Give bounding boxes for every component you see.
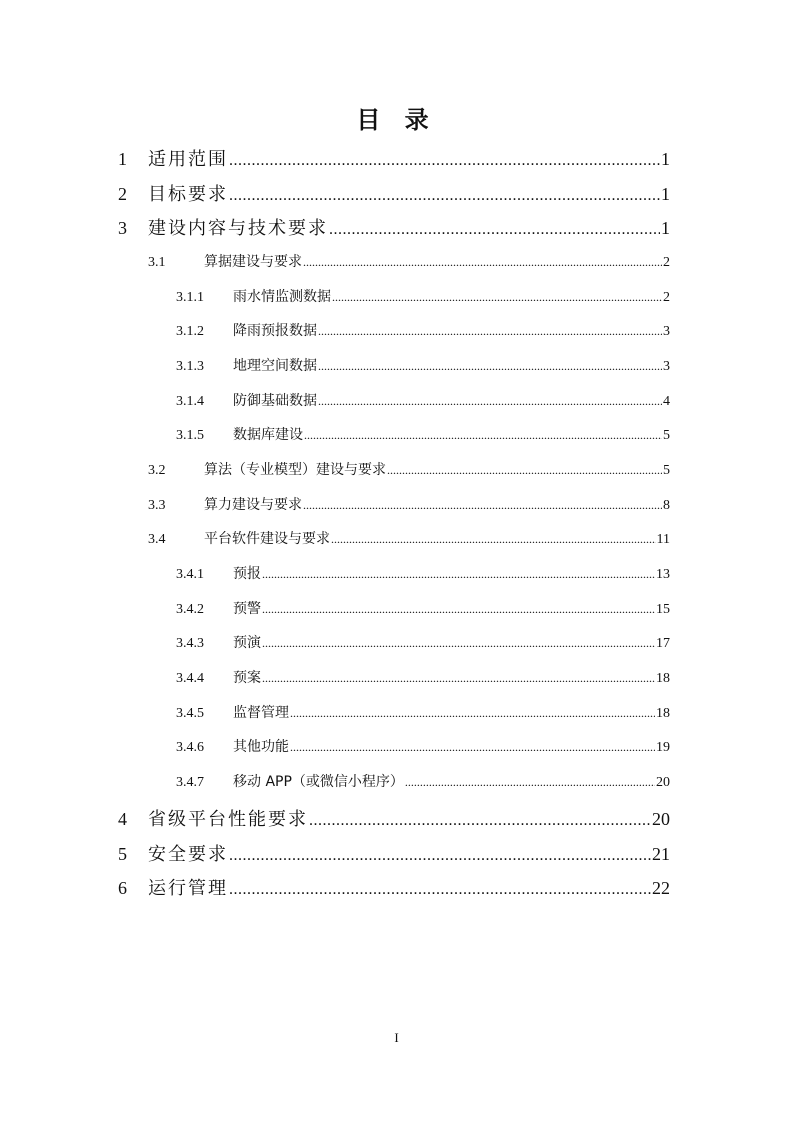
toc-entry-page: 18 — [656, 671, 670, 686]
toc-entry-title: 预警 — [233, 601, 261, 617]
toc-entry-page: 3 — [663, 359, 670, 374]
toc-entry[interactable] — [176, 424, 670, 444]
toc-entry-number: 3.4.4 — [176, 671, 204, 686]
toc-entry-page: 5 — [663, 463, 670, 478]
toc-entry-number: 3.4.2 — [176, 602, 204, 617]
toc-entry-title: 降雨预报数据 — [233, 323, 317, 339]
toc-entry-page: 22 — [652, 878, 670, 898]
toc-entry-number: 3.1.1 — [176, 290, 204, 305]
toc-entry[interactable] — [148, 528, 670, 548]
toc-dot-leader — [405, 775, 655, 790]
toc-entry-number: 4 — [118, 809, 127, 829]
toc-entry-page: 1 — [661, 184, 670, 204]
toc-entry-title: 数据库建设 — [233, 427, 303, 443]
toc-dot-leader — [229, 152, 660, 170]
toc-entry-number: 3.1.4 — [176, 394, 204, 409]
toc-entry-title: 安全要求 — [148, 844, 228, 865]
toc-entry[interactable] — [176, 736, 670, 756]
toc-entry-title: 算据建设与要求 — [204, 254, 302, 270]
toc-entry-page: 20 — [656, 775, 670, 790]
toc-entry-number: 3.3 — [148, 498, 166, 513]
toc-entry-title: 建设内容与技术要求 — [148, 218, 328, 239]
toc-dot-leader — [309, 812, 651, 830]
toc-entry-number: 3.4.6 — [176, 740, 204, 755]
toc-entry[interactable] — [176, 771, 670, 791]
toc-entry-page: 3 — [663, 324, 670, 339]
toc-entry[interactable] — [176, 632, 670, 652]
toc-entry[interactable] — [176, 667, 670, 687]
toc-entry-page: 21 — [652, 844, 670, 864]
toc-entry[interactable] — [118, 840, 670, 866]
toc-entry-number: 3 — [118, 218, 127, 238]
toc-entry-number: 3.2 — [148, 463, 166, 478]
toc-entry-title: 平台软件建设与要求 — [204, 531, 330, 547]
page-title: 目 录 — [356, 106, 437, 134]
toc-entry-title: 算力建设与要求 — [204, 497, 302, 513]
toc-entry-number: 3.4.3 — [176, 636, 204, 651]
toc-dot-leader — [303, 255, 662, 270]
toc-entry[interactable] — [118, 214, 670, 240]
toc-dot-leader — [262, 671, 655, 686]
toc-entry-number: 3.1.3 — [176, 359, 204, 374]
toc-entry-title: 雨水情监测数据 — [233, 289, 331, 305]
toc-entry[interactable] — [176, 563, 670, 583]
toc-entry-title: 省级平台性能要求 — [148, 809, 308, 830]
toc-entry-number: 3.4.5 — [176, 706, 204, 721]
toc-dot-leader — [318, 394, 662, 409]
toc-dot-leader — [331, 532, 656, 547]
toc-entry[interactable] — [118, 874, 670, 900]
footer-page-number: I — [394, 1030, 399, 1045]
toc-entry[interactable] — [176, 320, 670, 340]
toc-entry-number: 2 — [118, 184, 127, 204]
toc-entry[interactable] — [118, 145, 670, 171]
toc-entry-page: 11 — [656, 532, 670, 547]
toc-entry-page: 20 — [652, 809, 670, 829]
toc-entry[interactable] — [176, 598, 670, 618]
toc-entry-page: 8 — [663, 498, 670, 513]
toc-entry-title: 监督管理 — [233, 705, 289, 721]
toc-entry-page: 13 — [656, 567, 670, 582]
toc-entry-number: 3.4.7 — [176, 775, 204, 790]
toc-entry-page: 18 — [656, 706, 670, 721]
toc-dot-leader — [304, 428, 662, 443]
toc-entry-title: 适用范围 — [148, 149, 228, 170]
toc-entry[interactable] — [118, 180, 670, 206]
toc-dot-leader — [387, 463, 662, 478]
toc-dot-leader — [262, 567, 655, 582]
toc-entry-title: 移动 APP（或微信小程序） — [233, 774, 404, 790]
toc-entry-title: 运行管理 — [148, 878, 228, 899]
toc-entry-page: 4 — [663, 394, 670, 409]
toc-entry-number: 3.1.2 — [176, 324, 204, 339]
toc-entry-number: 3.1 — [148, 255, 166, 270]
toc-dot-leader — [318, 324, 662, 339]
toc-entry-title: 预演 — [233, 635, 261, 651]
toc-dot-leader — [290, 740, 655, 755]
toc-entry-page: 2 — [663, 290, 670, 305]
toc-entry-number: 3.1.5 — [176, 428, 204, 443]
toc-dot-leader — [229, 187, 660, 205]
toc-dot-leader — [290, 706, 655, 721]
toc-dot-leader — [262, 636, 655, 651]
toc-entry-title: 目标要求 — [148, 184, 228, 205]
toc-entry[interactable] — [148, 459, 670, 479]
toc-entry-page: 19 — [656, 740, 670, 755]
toc-entry-title: 防御基础数据 — [233, 393, 317, 409]
toc-dot-leader — [229, 847, 651, 865]
toc-dot-leader — [303, 498, 662, 513]
toc-entry-title: 预案 — [233, 670, 261, 686]
toc-entry-title: 算法（专业模型）建设与要求 — [204, 462, 386, 478]
toc-entry-page: 15 — [656, 602, 670, 617]
toc-entry-page: 1 — [661, 149, 670, 169]
toc-entry-title: 地理空间数据 — [233, 358, 317, 374]
toc-entry[interactable] — [176, 702, 670, 722]
toc-dot-leader — [262, 602, 655, 617]
toc-entry[interactable] — [176, 286, 670, 306]
toc-entry-number: 3.4.1 — [176, 567, 204, 582]
toc-entry-number: 6 — [118, 878, 127, 898]
toc-entry[interactable] — [118, 805, 670, 831]
toc-entry-number: 1 — [118, 149, 127, 169]
toc-entry-page: 2 — [663, 255, 670, 270]
toc-entry[interactable] — [176, 390, 670, 410]
toc-entry-page: 5 — [663, 428, 670, 443]
toc-dot-leader — [229, 881, 651, 899]
toc-entry-page: 17 — [656, 636, 670, 651]
toc-dot-leader — [332, 290, 662, 305]
toc-entry-title: 预报 — [233, 566, 261, 582]
toc-entry-title: 其他功能 — [233, 739, 289, 755]
toc-entry[interactable] — [148, 494, 670, 514]
toc-entry[interactable] — [176, 355, 670, 375]
toc-entry-number: 3.4 — [148, 532, 166, 547]
toc-entry-page: 1 — [661, 218, 670, 238]
toc-entry[interactable] — [148, 251, 670, 271]
toc-dot-leader — [318, 359, 662, 374]
toc-entry-number: 5 — [118, 844, 127, 864]
toc-dot-leader — [329, 221, 660, 239]
